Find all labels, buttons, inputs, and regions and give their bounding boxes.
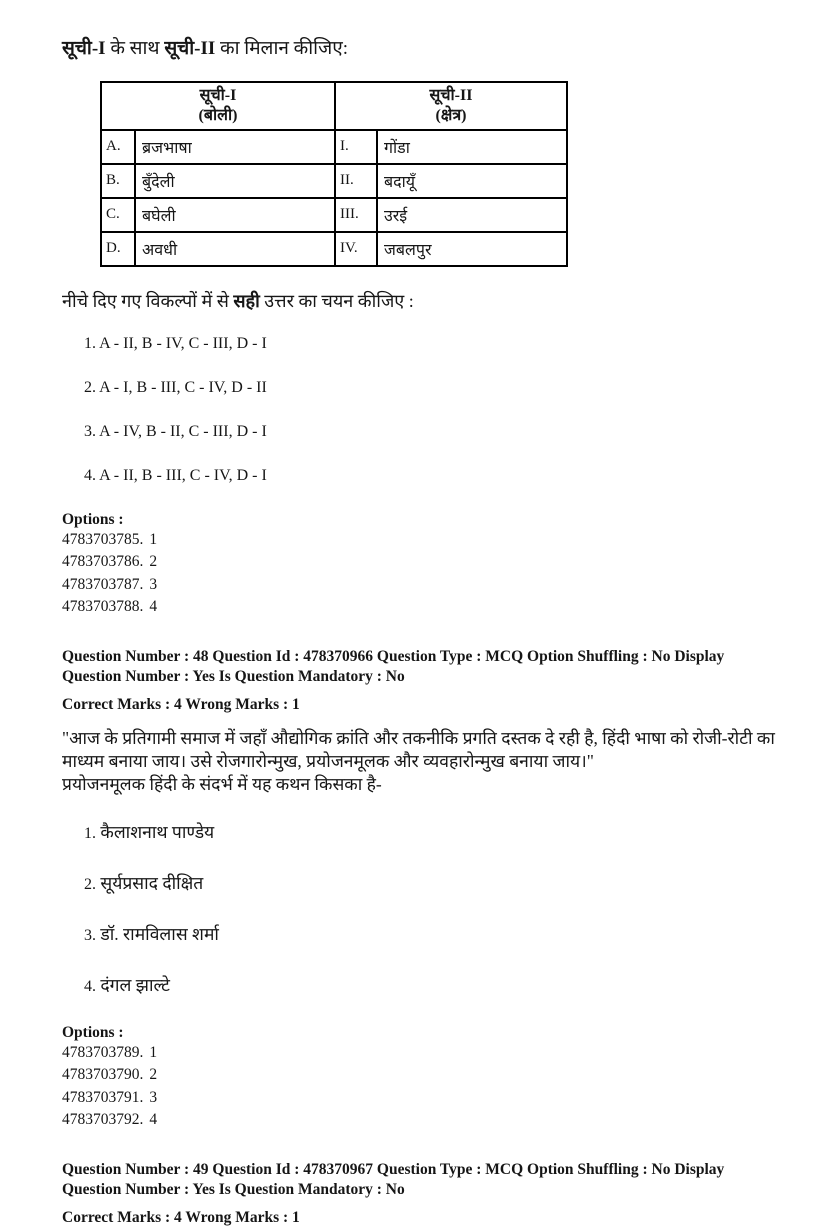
row-iii-value: उरई xyxy=(377,198,567,232)
option-2 xyxy=(84,871,780,895)
heading-tail: का मिलान कीजिए: xyxy=(215,38,348,59)
option-4-text: A - II, B - III, C - IV, D - I xyxy=(99,466,267,484)
option-1 xyxy=(84,820,780,844)
option-id: 4783703786. xyxy=(62,553,144,571)
question-48-body xyxy=(62,727,792,796)
option-3 xyxy=(84,423,780,441)
row-c-value: बघेली xyxy=(135,198,335,232)
option-2-text: A - I, B - III, C - IV, D - II xyxy=(99,378,267,396)
option-1-number: 1. xyxy=(84,824,96,842)
question-49-marks-line: Correct Marks : 4 Wrong Marks : 1 xyxy=(62,1208,300,1226)
option-1-text: A - II, B - IV, C - III, D - I xyxy=(99,334,267,352)
question-49-metadata xyxy=(62,1160,780,1227)
row-a-key: A. xyxy=(101,130,135,164)
prompt-correct-word: सही xyxy=(233,290,260,311)
option-id-row xyxy=(62,529,780,552)
option-id-row xyxy=(62,574,780,597)
question-48-meta-line: Question Number : 48 Question Id : 478370966 Question Type : MCQ Option Shuffling : No Display Question Number : Yes Is Question Mandatory : No xyxy=(62,647,725,685)
options-label: Options : xyxy=(62,1023,124,1041)
option-id: 4783703787. xyxy=(62,575,144,593)
option-4-number: 4. xyxy=(84,977,96,995)
row-i-value: गोंडा xyxy=(377,130,567,164)
option-id: 4783703792. xyxy=(62,1111,144,1129)
option-2-number: 2. xyxy=(84,875,96,893)
row-ii-key: II. xyxy=(335,164,377,198)
table-row xyxy=(101,130,567,164)
row-b-value: बुँदेली xyxy=(135,164,335,198)
match-question-options xyxy=(62,335,780,485)
heading-connector: के साथ xyxy=(105,38,165,59)
option-4-number: 4. xyxy=(84,466,96,484)
option-id-answer: 3 xyxy=(149,1088,158,1106)
match-table-col1-header xyxy=(101,82,335,130)
table-row xyxy=(101,198,567,232)
col2-title: सूची-II xyxy=(429,86,473,104)
row-a-value: ब्रजभाषा xyxy=(135,130,335,164)
option-id-answer: 1 xyxy=(149,530,158,548)
match-list-heading xyxy=(62,38,780,61)
option-id-row xyxy=(62,596,780,619)
option-id-row xyxy=(62,1064,780,1087)
prompt-tail: उत्तर का चयन कीजिए : xyxy=(259,290,414,311)
question-48-question: प्रयोजनमूलक हिंदी के संदर्भ में यह कथन किसका है- xyxy=(62,773,382,794)
option-id-answer: 1 xyxy=(149,1043,158,1061)
select-answer-prompt xyxy=(62,289,780,313)
match-table-header-row xyxy=(101,82,567,130)
options-label: Options : xyxy=(62,510,124,528)
heading-list2-label: सूची-II xyxy=(164,38,216,59)
option-4 xyxy=(84,973,780,997)
question-48-options xyxy=(62,820,780,997)
option-id-list xyxy=(62,529,780,619)
option-3-number: 3. xyxy=(84,422,96,440)
table-row xyxy=(101,164,567,198)
row-iv-key: IV. xyxy=(335,232,377,266)
match-table xyxy=(100,81,568,267)
question-48-marks-line: Correct Marks : 4 Wrong Marks : 1 xyxy=(62,695,300,713)
option-2-number: 2. xyxy=(84,378,96,396)
option-1-text: कैलाशनाथ पाण्डेय xyxy=(100,821,215,842)
option-2 xyxy=(84,379,780,397)
question-48-quote: "आज के प्रतिगामी समाज में जहाँ औद्योगिक क्रांति और तकनीकि प्रगति दस्तक दे रही है, हिंदी भाषा को रोजी-रोटी का माध्यम बनाया जाय। उसे रोजगारोन्मुख, प्रयोजनमूलक और व्यवहारोन्मुख बनाया जाय।" xyxy=(62,727,775,771)
option-id-row xyxy=(62,1087,780,1110)
option-id-answer: 4 xyxy=(149,598,158,616)
option-3-text: डॉ. रामविलास शर्मा xyxy=(100,923,219,944)
question-49-meta-line: Question Number : 49 Question Id : 478370967 Question Type : MCQ Option Shuffling : No Display Question Number : Yes Is Question Mandatory : No xyxy=(62,1160,725,1198)
row-d-value: अवधी xyxy=(135,232,335,266)
option-id-answer: 2 xyxy=(149,1066,158,1084)
option-1-number: 1. xyxy=(84,334,96,352)
col2-subtitle: (क्षेत्र) xyxy=(435,106,467,124)
option-id-row xyxy=(62,551,780,574)
row-d-key: D. xyxy=(101,232,135,266)
option-id-answer: 3 xyxy=(149,575,158,593)
row-i-key: I. xyxy=(335,130,377,164)
row-b-key: B. xyxy=(101,164,135,198)
table-row xyxy=(101,232,567,266)
option-id-row xyxy=(62,1042,780,1065)
option-id: 4783703788. xyxy=(62,598,144,616)
option-3 xyxy=(84,922,780,946)
option-id-answer: 4 xyxy=(149,1111,158,1129)
option-id: 4783703785. xyxy=(62,530,144,548)
option-id-answer: 2 xyxy=(149,553,158,571)
option-id: 4783703789. xyxy=(62,1043,144,1061)
row-iii-key: III. xyxy=(335,198,377,232)
option-1 xyxy=(84,335,780,353)
option-id: 4783703790. xyxy=(62,1066,144,1084)
col1-subtitle: (बोली) xyxy=(198,106,238,124)
match-table-col2-header xyxy=(335,82,567,130)
option-4 xyxy=(84,467,780,485)
option-id-row xyxy=(62,1109,780,1132)
option-id: 4783703791. xyxy=(62,1088,144,1106)
prompt-lead: नीचे दिए गए विकल्पों में से xyxy=(62,290,234,311)
row-c-key: C. xyxy=(101,198,135,232)
heading-list1-label: सूची-I xyxy=(62,38,106,59)
option-4-text: दंगल झाल्टे xyxy=(100,974,170,995)
question-48-metadata xyxy=(62,647,780,714)
option-3-number: 3. xyxy=(84,926,96,944)
option-3-text: A - IV, B - II, C - III, D - I xyxy=(99,422,267,440)
col1-title: सूची-I xyxy=(199,86,237,104)
option-id-list xyxy=(62,1042,780,1132)
row-iv-value: जबलपुर xyxy=(377,232,567,266)
row-ii-value: बदायूँ xyxy=(377,164,567,198)
option-2-text: सूर्यप्रसाद दीक्षित xyxy=(100,872,204,893)
